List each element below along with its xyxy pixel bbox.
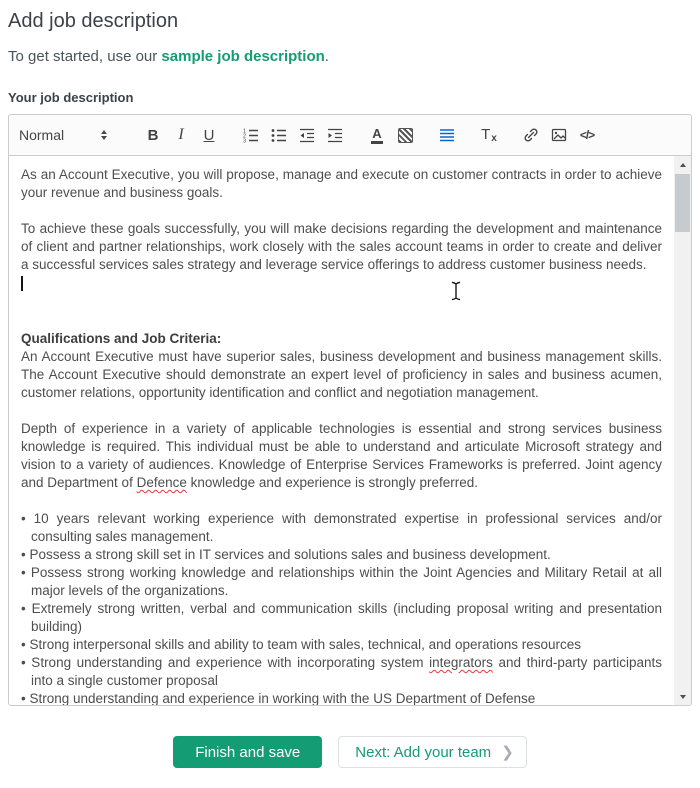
text-color-icon: A <box>371 127 382 144</box>
outdent-icon <box>299 127 315 143</box>
editor-bullet-line: • Strong interpersonal skills and ability to team with sales, technical, and operations resources <box>21 637 582 652</box>
misspelled-word: integrators <box>429 655 493 670</box>
editor-body <box>9 156 691 705</box>
insert-link-button[interactable] <box>517 123 545 147</box>
text-caret <box>21 276 23 291</box>
highlight-icon <box>398 128 413 143</box>
select-arrows-icon <box>101 130 107 140</box>
outdent-button[interactable] <box>293 123 321 147</box>
bullet-list-icon <box>271 127 287 143</box>
clear-formatting-button[interactable] <box>475 123 503 147</box>
next-button-label: Next: Add your team <box>355 743 492 761</box>
insert-image-button[interactable] <box>545 123 573 147</box>
scroll-down-button[interactable] <box>674 688 691 705</box>
editor-label: Your job description <box>8 90 134 105</box>
image-icon <box>551 127 567 143</box>
code-view-button[interactable] <box>573 123 601 147</box>
editor-line <box>21 274 662 294</box>
italic-icon: I <box>178 126 184 143</box>
editor-toolbar <box>9 115 691 156</box>
svg-text:1: 1 <box>243 128 247 135</box>
editor-line: As an Account Executive, you will propose, manage and execute on customer contracts in order to achieve your revenue and business goals. <box>21 167 662 200</box>
rich-text-editor <box>8 114 692 706</box>
editor-bullet-line: • Strong understanding and experience with incorporating system integrators and third-party participants into a single customer proposal <box>21 655 663 688</box>
bold-button[interactable] <box>139 123 167 147</box>
chevron-right-icon: ❯ <box>501 743 514 761</box>
editor-line: To achieve these goals successfully, you will make decisions regarding the development and maintenance of client and partner relationships, work closely with the sales account teams in order to create and deliver a successful services sales strategy and leverage service offerings to address customer business needs. <box>21 221 662 272</box>
editor-content[interactable] <box>9 156 691 705</box>
scroll-down-icon <box>680 695 686 702</box>
svg-text:3: 3 <box>243 138 247 143</box>
link-icon <box>523 127 539 143</box>
editor-line <box>21 402 662 420</box>
indent-icon <box>327 127 343 143</box>
editor-line <box>21 492 662 510</box>
editor-bullet-line: • Strong understanding and experience in working with the US Department of Defense <box>21 691 536 705</box>
next-add-your-team-button[interactable] <box>338 736 526 768</box>
align-justify-icon <box>439 127 455 143</box>
scroll-up-button[interactable] <box>674 156 691 173</box>
sample-job-description-link[interactable]: sample job description <box>161 48 325 65</box>
ordered-list-icon <box>243 127 259 143</box>
editor-bullet-line: • Extremely strong written, verbal and communication skills (including proposal writing and presentation building) <box>21 601 662 634</box>
editor-bullet-line: • Possess a strong skill set in IT services and solutions sales and business development. <box>21 547 551 562</box>
text-color-button[interactable] <box>363 123 391 147</box>
editor-bullet-line: • Possess strong working knowledge and relationships within the Joint Agencies and Military Retail at all major levels of the organizations. <box>21 565 662 598</box>
ordered-list-button[interactable] <box>237 123 265 147</box>
editor-line: Depth of experience in a variety of applicable technologies is essential and strong services business knowledge is required. This individual must be able to understand and articulate Microsoft strategy and vision to a variety of audiences. Knowledge of Enterprise Services Frameworks is preferred. Joint agency and Department of Defence knowledge and experience is strongly preferred. <box>21 421 662 490</box>
scrollbar-thumb[interactable] <box>675 174 690 232</box>
svg-text:2: 2 <box>243 133 247 140</box>
editor-line <box>21 294 662 312</box>
clear-formatting-icon: T x <box>481 126 497 144</box>
finish-and-save-button[interactable]: Finish and save <box>173 736 322 768</box>
scroll-up-icon <box>680 160 686 167</box>
editor-bullet-line: • 10 years relevant working experience with demonstrated expertise in professional services and/or consulting sales management. <box>21 511 662 544</box>
editor-line <box>21 312 662 330</box>
underline-icon: U <box>203 126 215 144</box>
code-icon: </> <box>579 128 595 142</box>
italic-button[interactable] <box>167 123 195 147</box>
intro-suffix: . <box>324 48 329 65</box>
editor-scrollbar[interactable] <box>674 156 691 705</box>
highlight-color-button[interactable] <box>391 123 419 147</box>
intro-text <box>8 48 692 65</box>
align-justify-button[interactable] <box>433 123 461 147</box>
indent-button[interactable] <box>321 123 349 147</box>
bold-icon: B <box>147 126 159 144</box>
underline-button[interactable] <box>195 123 223 147</box>
editor-line: An Account Executive must have superior sales, business development and business management skills. The Account Executive should demonstrate an expert level of proficiency in sales and business acumen, customer relations, opportunity identification and conflict and negotiation management. <box>21 349 662 400</box>
paragraph-format-select[interactable] <box>15 123 113 147</box>
page-title: Add job description <box>8 10 179 32</box>
editor-line: Qualifications and Job Criteria: <box>21 331 222 346</box>
intro-prefix: To get started, use our <box>8 48 162 65</box>
misspelled-word: Defence <box>136 475 187 490</box>
format-select-value: Normal <box>19 127 65 143</box>
bullet-list-button[interactable] <box>265 123 293 147</box>
actions-row <box>8 736 692 768</box>
editor-line <box>21 202 662 220</box>
